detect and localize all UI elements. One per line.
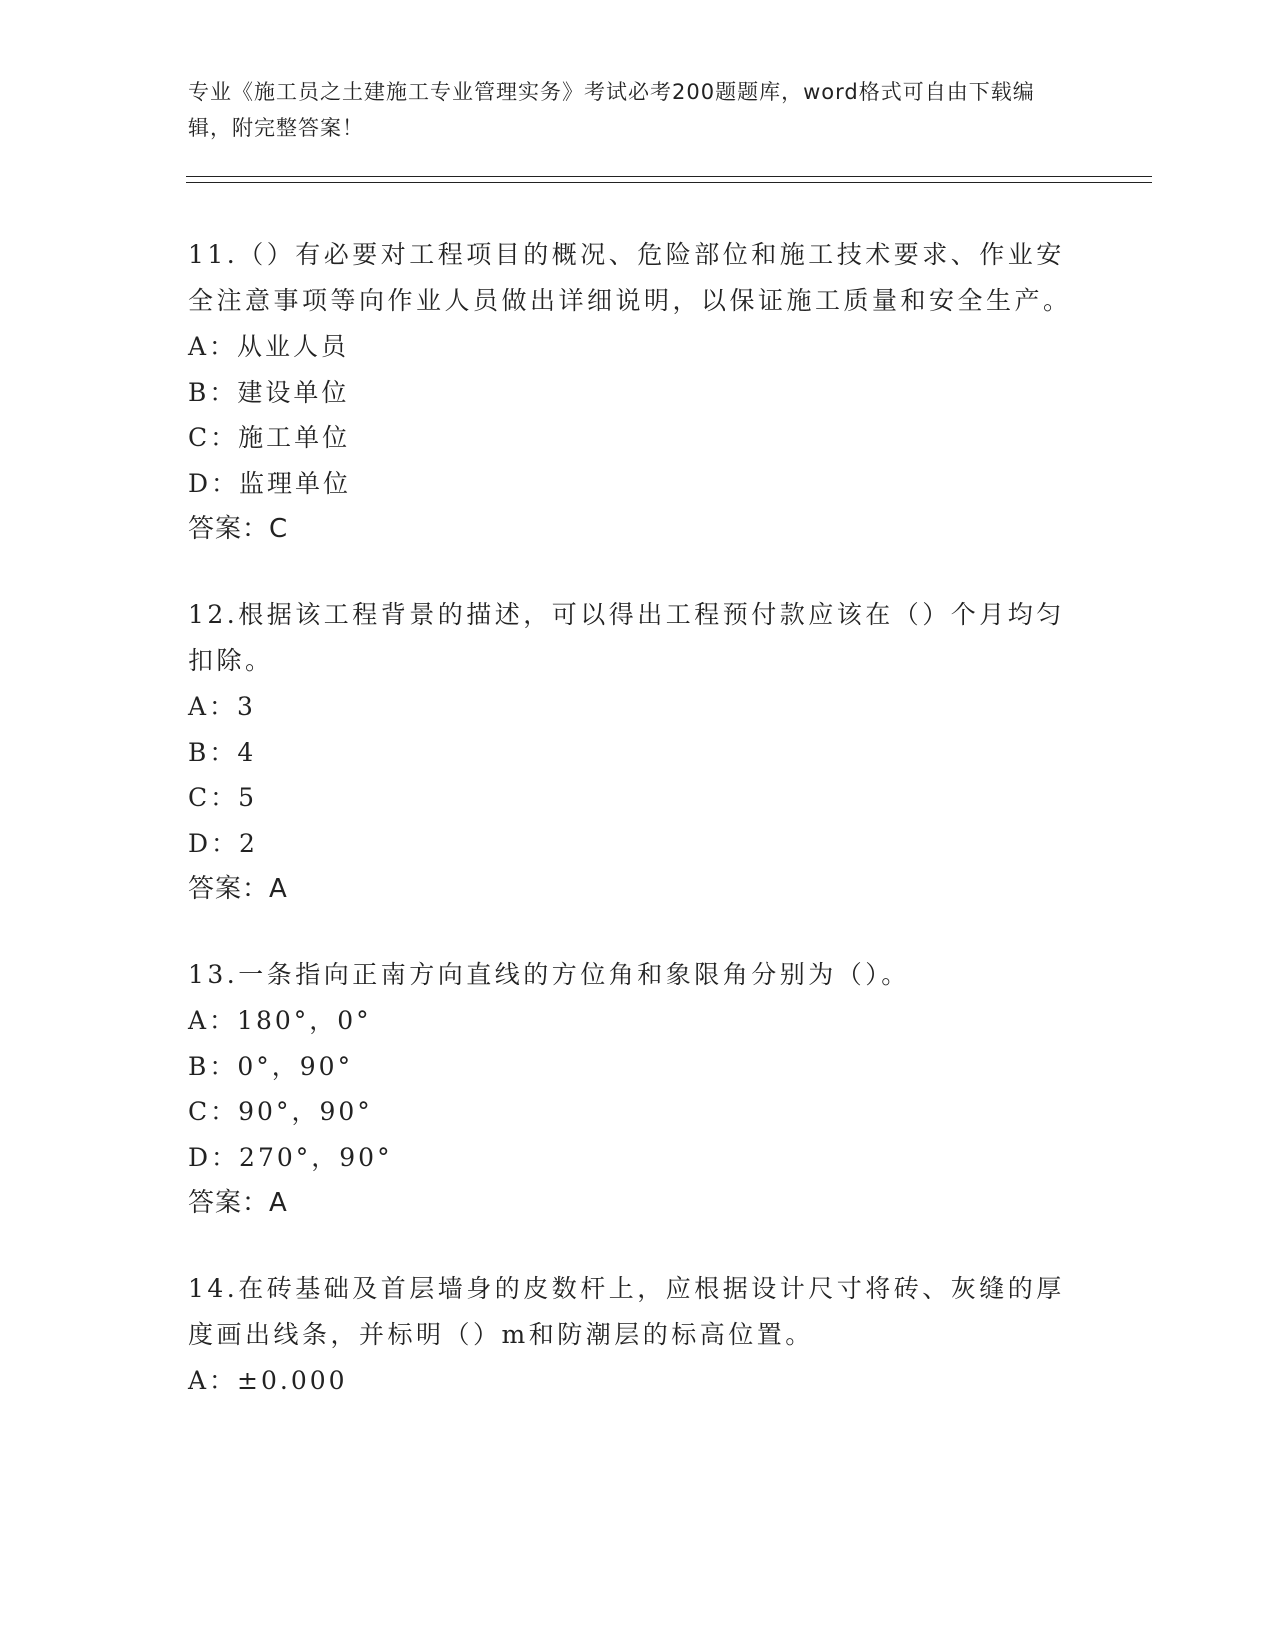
option-b: B：0°，90°: [188, 1051, 354, 1081]
question-text: 13.一条指向正南方向直线的方位角和象限角分别为（）。: [188, 960, 910, 989]
option-d: D：2: [188, 828, 258, 858]
option-b: B：建设单位: [188, 377, 350, 407]
question-text: 11.（）有必要对工程项目的概况、危险部位和施工技术要求、作业安全注意事项等向作业人员做出详细说明，以保证施工质量和安全生产。: [188, 240, 1072, 315]
option-a: A：从业人员: [188, 332, 350, 361]
answer: 答案：A: [188, 874, 288, 904]
option-d: D：监理单位: [188, 468, 352, 498]
option-c: C：施工单位: [188, 423, 351, 452]
header-divider-top: [186, 176, 1152, 177]
question-text: 12.根据该工程背景的描述，可以得出工程预付款应该在（）个月均匀扣除。: [188, 600, 1065, 675]
question-14: [188, 1266, 1088, 1404]
question-12: [188, 592, 1088, 912]
question-13: [188, 952, 1088, 1226]
option-d: D：270°，90°: [188, 1142, 393, 1172]
option-a: A：±0.000: [188, 1366, 348, 1395]
question-text: 14.在砖基础及首层墙身的皮数杆上，应根据设计尺寸将砖、灰缝的厚度画出线条，并标明（）m和防潮层的标高位置。: [188, 1274, 1065, 1349]
question-list: [188, 232, 1088, 1444]
document-header: 专业《施工员之土建施工专业管理实务》考试必考200题题库，word格式可自由下载编辑，附完整答案！: [188, 80, 1035, 140]
header-divider-bottom: [186, 182, 1152, 183]
answer: 答案：A: [188, 1188, 288, 1218]
answer: 答案：C: [188, 514, 289, 544]
option-a: A：3: [188, 692, 256, 721]
option-b: B：4: [188, 737, 257, 767]
option-c: C：5: [188, 783, 258, 812]
question-11: [188, 232, 1088, 552]
option-c: C：90°，90°: [188, 1097, 373, 1126]
option-a: A：180°，0°: [188, 1006, 372, 1035]
